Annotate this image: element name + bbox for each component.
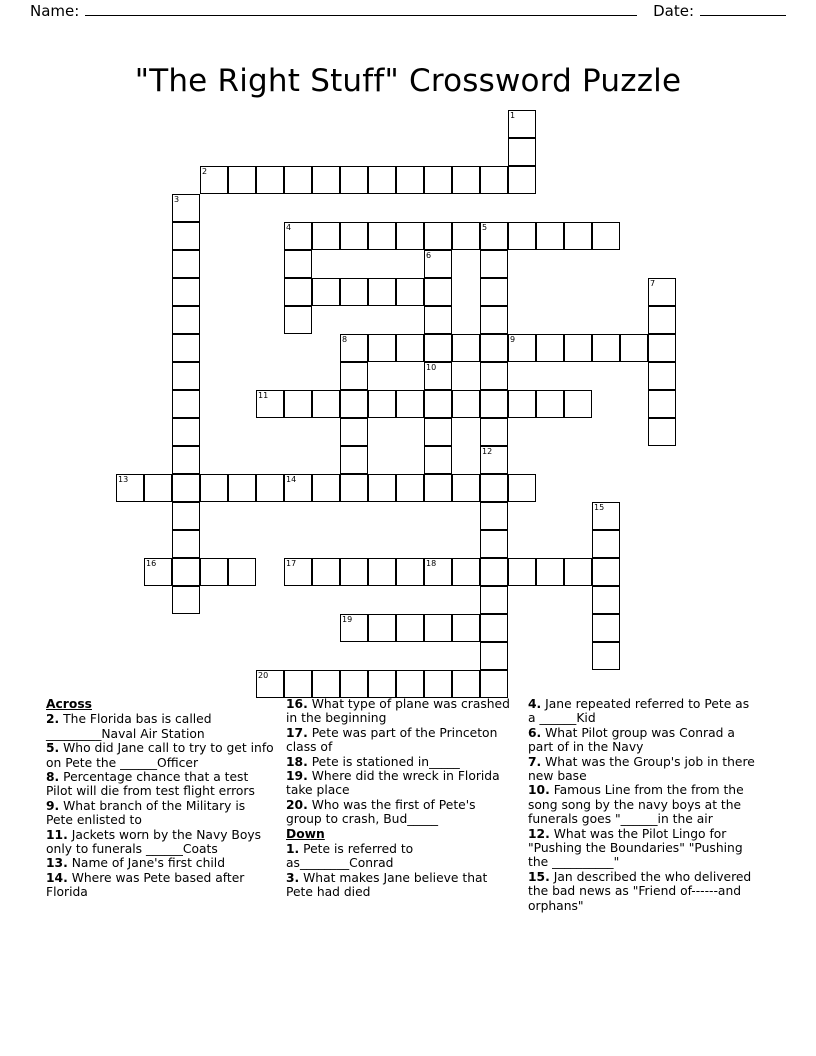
grid-cell-number: 10	[426, 363, 437, 372]
clue-text: Jan described the who delivered the bad news as "Friend of------and orphans"	[528, 869, 752, 913]
clue-text: What Pilot group was Conrad a part of in the Navy	[528, 725, 735, 755]
clue-number: 3.	[286, 870, 300, 885]
grid-cell[interactable]	[340, 362, 368, 390]
grid-cell[interactable]	[452, 670, 480, 698]
clue-text: Pete was part of the Princeton class of	[286, 725, 498, 755]
clue-number: 12.	[528, 826, 550, 841]
grid-cell[interactable]	[312, 222, 340, 250]
grid-cell[interactable]	[424, 334, 452, 362]
clue-number: 19.	[286, 769, 308, 784]
clue-item	[528, 783, 756, 826]
clue-number: 8.	[46, 770, 60, 785]
grid-cell[interactable]	[312, 474, 340, 502]
grid-cell[interactable]	[480, 278, 508, 306]
grid-cell[interactable]	[368, 614, 396, 642]
clue-number: 20.	[286, 797, 308, 812]
grid-cell[interactable]	[452, 614, 480, 642]
grid-cell-numbered[interactable]	[116, 474, 144, 502]
grid-cell-number: 13	[118, 475, 129, 484]
clue-text: What branch of the Military is Pete enlisted to	[46, 798, 246, 828]
grid-cell[interactable]	[368, 334, 396, 362]
clue-item	[46, 799, 274, 828]
grid-cell[interactable]	[284, 306, 312, 334]
grid-cell[interactable]	[312, 390, 340, 418]
grid-cell[interactable]	[396, 166, 424, 194]
grid-cell[interactable]	[396, 614, 424, 642]
grid-cell[interactable]	[228, 166, 256, 194]
grid-cell[interactable]	[396, 334, 424, 362]
clue-item	[286, 871, 514, 900]
grid-cell-number: 20	[258, 671, 269, 680]
grid-cell[interactable]	[480, 642, 508, 670]
grid-cell[interactable]	[340, 278, 368, 306]
across-heading: Across	[46, 697, 92, 711]
grid-cell[interactable]	[564, 222, 592, 250]
grid-cell[interactable]	[144, 474, 172, 502]
clue-number: 4.	[528, 697, 542, 711]
grid-cell-number: 3	[174, 195, 180, 204]
grid-cell[interactable]	[368, 558, 396, 586]
grid-cell[interactable]	[368, 222, 396, 250]
grid-cell[interactable]	[172, 446, 200, 474]
grid-cell[interactable]	[340, 670, 368, 698]
grid-cell[interactable]	[368, 166, 396, 194]
grid-cell[interactable]	[284, 250, 312, 278]
clue-text: Pete is stationed in_____	[307, 754, 460, 769]
grid-cell[interactable]	[172, 586, 200, 614]
date-label: Date:	[653, 2, 694, 20]
clues-area	[46, 697, 786, 957]
grid-cell[interactable]	[536, 334, 564, 362]
clue-item	[46, 828, 274, 857]
grid-cell[interactable]	[172, 334, 200, 362]
grid-cell[interactable]	[172, 362, 200, 390]
clue-item	[286, 842, 514, 871]
grid-cell[interactable]	[368, 278, 396, 306]
grid-cell-number: 4	[286, 223, 292, 232]
grid-cell[interactable]	[424, 306, 452, 334]
grid-cell-numbered[interactable]	[340, 614, 368, 642]
grid-cell[interactable]	[396, 474, 424, 502]
grid-cell[interactable]	[508, 474, 536, 502]
grid-cell-numbered[interactable]	[256, 670, 284, 698]
grid-cell[interactable]	[172, 558, 200, 586]
grid-cell-number: 5	[482, 223, 488, 232]
grid-cell[interactable]	[172, 474, 200, 502]
grid-cell[interactable]	[592, 586, 620, 614]
clue-text: Who did Jane call to try to get info on Pete the ______Officer	[46, 741, 274, 770]
grid-cell[interactable]	[592, 530, 620, 558]
clue-number: 18.	[286, 754, 308, 769]
grid-cell-numbered[interactable]	[284, 474, 312, 502]
grid-cell[interactable]	[480, 670, 508, 698]
grid-cell[interactable]	[172, 530, 200, 558]
grid-cell[interactable]	[508, 390, 536, 418]
grid-cell[interactable]	[340, 166, 368, 194]
clue-item	[528, 827, 756, 870]
clue-item	[286, 697, 514, 726]
grid-cell-number: 6	[426, 251, 432, 260]
grid-cell[interactable]	[592, 334, 620, 362]
clue-item	[286, 798, 514, 827]
clue-item	[46, 871, 274, 900]
clue-number: 7.	[528, 754, 542, 769]
grid-cell[interactable]	[480, 166, 508, 194]
grid-cell[interactable]	[452, 390, 480, 418]
grid-cell[interactable]	[396, 558, 424, 586]
grid-cell[interactable]	[340, 222, 368, 250]
grid-cell-numbered[interactable]	[200, 166, 228, 194]
grid-cell[interactable]	[480, 474, 508, 502]
grid-cell[interactable]	[452, 558, 480, 586]
down-clue-list-part-two	[528, 697, 756, 913]
grid-cell[interactable]	[508, 222, 536, 250]
grid-cell[interactable]	[312, 670, 340, 698]
clue-text: Jane repeated referred to Pete as a ______Kid	[528, 697, 750, 726]
grid-cell[interactable]	[564, 390, 592, 418]
grid-cell[interactable]	[368, 390, 396, 418]
grid-cell[interactable]	[340, 474, 368, 502]
grid-cell-numbered[interactable]	[284, 222, 312, 250]
grid-cell[interactable]	[312, 558, 340, 586]
grid-cell-number: 7	[650, 279, 656, 288]
clue-item	[46, 770, 274, 799]
grid-cell[interactable]	[592, 642, 620, 670]
clue-text: The Florida bas is called _________Naval Air Station	[46, 712, 212, 741]
grid-cell-numbered[interactable]	[508, 110, 536, 138]
grid-cell-numbered[interactable]	[648, 278, 676, 306]
grid-cell[interactable]	[424, 222, 452, 250]
grid-cell[interactable]	[284, 390, 312, 418]
grid-cell[interactable]	[396, 670, 424, 698]
grid-cell[interactable]	[564, 334, 592, 362]
clue-text: Percentage chance that a test Pilot will die from test flight errors	[46, 770, 255, 799]
grid-cell[interactable]	[480, 250, 508, 278]
clue-number: 14.	[46, 870, 68, 885]
grid-cell[interactable]	[424, 278, 452, 306]
grid-cell-number: 11	[258, 391, 269, 400]
grid-cell[interactable]	[172, 250, 200, 278]
grid-cell[interactable]	[592, 222, 620, 250]
grid-cell-number: 15	[594, 503, 605, 512]
grid-cell[interactable]	[648, 418, 676, 446]
grid-cell[interactable]	[312, 278, 340, 306]
grid-cell[interactable]	[172, 418, 200, 446]
grid-cell[interactable]	[424, 166, 452, 194]
grid-cell[interactable]	[368, 474, 396, 502]
grid-cell-number: 1	[510, 111, 516, 120]
clue-text: Where was Pete based after Florida	[46, 870, 245, 900]
grid-cell[interactable]	[256, 474, 284, 502]
grid-cell-numbered[interactable]	[256, 390, 284, 418]
clue-item	[46, 741, 274, 770]
grid-cell-numbered[interactable]	[480, 446, 508, 474]
grid-cell[interactable]	[340, 446, 368, 474]
grid-cell[interactable]	[340, 418, 368, 446]
grid-cell[interactable]	[592, 558, 620, 586]
page-title: "The Right Stuff" Crossword Puzzle	[134, 62, 682, 99]
grid-cell[interactable]	[172, 502, 200, 530]
grid-cell[interactable]	[424, 474, 452, 502]
grid-cell[interactable]	[564, 558, 592, 586]
grid-cell-number: 2	[202, 167, 208, 176]
clue-number: 11.	[46, 827, 68, 842]
clue-number: 9.	[46, 798, 60, 813]
grid-cell[interactable]	[228, 474, 256, 502]
clue-number: 1.	[286, 842, 300, 857]
grid-cell[interactable]	[200, 558, 228, 586]
grid-cell[interactable]	[424, 446, 452, 474]
grid-cell[interactable]	[452, 334, 480, 362]
clue-text: Name of Jane's first child	[67, 856, 226, 871]
grid-cell[interactable]	[284, 166, 312, 194]
clue-number: 16.	[286, 697, 308, 711]
clue-item	[46, 856, 274, 870]
clue-item	[528, 697, 756, 726]
crossword-grid	[0, 106, 816, 696]
clue-text: Famous Line from the from the song song by the navy boys at the funerals goes "______in the air	[528, 783, 744, 827]
grid-cell[interactable]	[480, 306, 508, 334]
across-clue-list-part-two	[286, 697, 514, 827]
clue-text: Pete is referred to as________Conrad	[286, 842, 414, 871]
grid-cell[interactable]	[228, 558, 256, 586]
grid-cell-numbered[interactable]	[424, 558, 452, 586]
grid-cell[interactable]	[340, 390, 368, 418]
clue-item	[286, 769, 514, 798]
grid-cell-number: 9	[510, 335, 516, 344]
grid-cell[interactable]	[480, 418, 508, 446]
grid-cell[interactable]	[648, 306, 676, 334]
clue-text: What type of plane was crashed in the beginning	[286, 697, 510, 726]
grid-cell[interactable]	[424, 418, 452, 446]
grid-cell[interactable]	[480, 586, 508, 614]
clue-text: What was the Pilot Lingo for "Pushing the Boundaries" "Pushing the __________"	[528, 826, 743, 870]
clue-item	[528, 726, 756, 755]
grid-cell-numbered[interactable]	[592, 502, 620, 530]
grid-cell[interactable]	[480, 334, 508, 362]
grid-cell-number: 16	[146, 559, 157, 568]
grid-cell[interactable]	[620, 334, 648, 362]
clue-column-two	[286, 697, 514, 900]
grid-cell-number: 19	[342, 615, 353, 624]
grid-cell[interactable]	[508, 166, 536, 194]
grid-cell[interactable]	[200, 474, 228, 502]
clue-text: Who was the first of Pete's group to crash, Bud_____	[286, 797, 476, 827]
clue-number: 6.	[528, 725, 542, 740]
grid-cell[interactable]	[648, 362, 676, 390]
clue-number: 5.	[46, 741, 60, 756]
clue-number: 10.	[528, 783, 550, 798]
grid-cell-number: 17	[286, 559, 297, 568]
grid-cell-numbered[interactable]	[508, 334, 536, 362]
grid-cell[interactable]	[536, 222, 564, 250]
clue-item	[528, 870, 756, 913]
student-header	[30, 2, 786, 20]
grid-cell[interactable]	[424, 614, 452, 642]
grid-cell[interactable]	[536, 558, 564, 586]
grid-cell[interactable]	[452, 166, 480, 194]
clue-text: What was the Group's job in there new base	[528, 754, 755, 784]
clue-number: 15.	[528, 869, 550, 884]
clue-number: 13.	[46, 856, 68, 871]
grid-cell[interactable]	[312, 166, 340, 194]
name-write-line	[85, 14, 637, 16]
grid-cell[interactable]	[424, 390, 452, 418]
grid-cell[interactable]	[368, 670, 396, 698]
clue-item	[286, 755, 514, 769]
grid-cell-number: 12	[482, 447, 493, 456]
grid-cell-numbered[interactable]	[144, 558, 172, 586]
clue-number: 2.	[46, 712, 60, 727]
date-write-line	[700, 14, 786, 16]
grid-cell[interactable]	[284, 278, 312, 306]
clue-item	[286, 726, 514, 755]
grid-cell[interactable]	[396, 278, 424, 306]
grid-cell[interactable]	[284, 670, 312, 698]
grid-cell[interactable]	[172, 278, 200, 306]
name-label: Name:	[30, 2, 80, 20]
grid-cell[interactable]	[424, 670, 452, 698]
grid-cell-numbered[interactable]	[284, 558, 312, 586]
grid-cell-numbered[interactable]	[424, 250, 452, 278]
grid-cell[interactable]	[648, 390, 676, 418]
grid-cell[interactable]	[452, 474, 480, 502]
grid-cell[interactable]	[172, 390, 200, 418]
grid-cell[interactable]	[480, 362, 508, 390]
grid-cell[interactable]	[172, 222, 200, 250]
grid-cell-number: 8	[342, 335, 348, 344]
clue-item	[528, 755, 756, 784]
grid-cell[interactable]	[396, 222, 424, 250]
down-clue-list-part-one	[286, 842, 514, 900]
clue-number: 17.	[286, 725, 308, 740]
clue-text: What makes Jane believe that Pete had died	[286, 870, 488, 900]
clue-text: Jackets worn by the Navy Boys only to funerals ______Coats	[46, 827, 262, 857]
grid-cell[interactable]	[508, 138, 536, 166]
grid-cell-numbered[interactable]	[424, 362, 452, 390]
clue-text: Where did the wreck in Florida take place	[286, 769, 500, 798]
grid-cell-numbered[interactable]	[480, 222, 508, 250]
grid-cell[interactable]	[536, 390, 564, 418]
grid-cell[interactable]	[480, 390, 508, 418]
grid-cell[interactable]	[508, 558, 536, 586]
grid-cell[interactable]	[480, 502, 508, 530]
grid-cell[interactable]	[648, 334, 676, 362]
grid-cell[interactable]	[592, 614, 620, 642]
grid-cell-number: 14	[286, 475, 297, 484]
clue-column-three	[528, 697, 756, 913]
grid-cell[interactable]	[452, 222, 480, 250]
grid-cell[interactable]	[396, 390, 424, 418]
across-clue-list-part-one	[46, 712, 274, 899]
grid-cell[interactable]	[480, 558, 508, 586]
grid-cell-number: 18	[426, 559, 437, 568]
clue-item	[46, 712, 274, 741]
grid-cell-numbered[interactable]	[172, 194, 200, 222]
grid-cell[interactable]	[480, 614, 508, 642]
clue-column-one	[46, 697, 274, 900]
grid-cell-numbered[interactable]	[340, 334, 368, 362]
grid-cell[interactable]	[340, 558, 368, 586]
grid-cell[interactable]	[172, 306, 200, 334]
grid-cell[interactable]	[480, 530, 508, 558]
grid-cell[interactable]	[256, 166, 284, 194]
down-heading: Down	[286, 826, 325, 841]
